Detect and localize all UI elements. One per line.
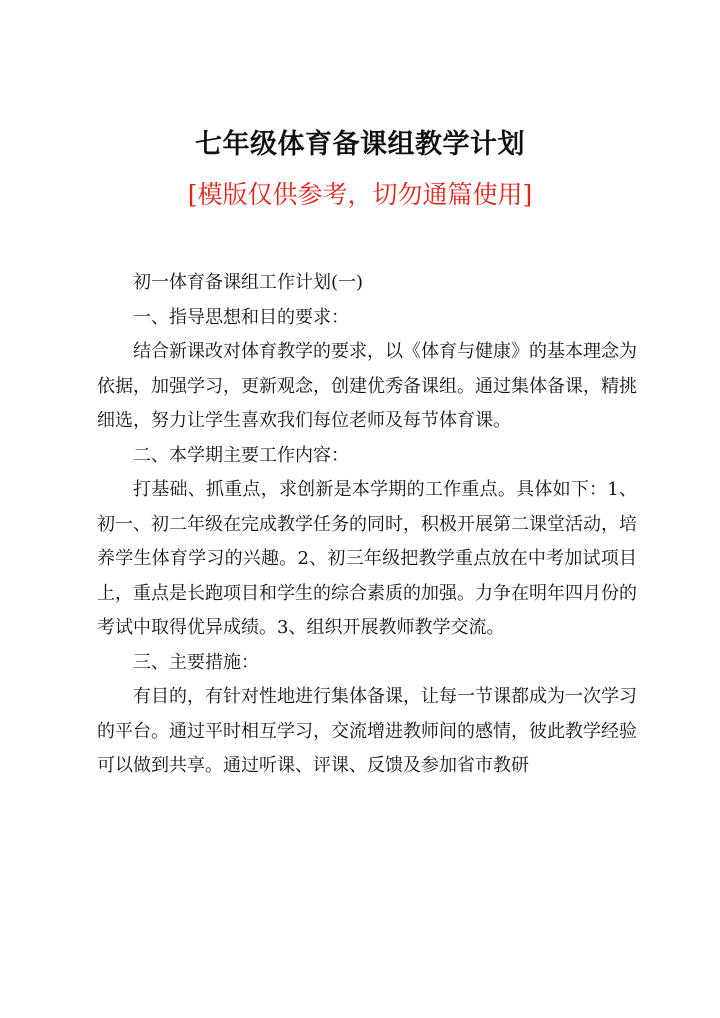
document-body [97, 266, 637, 784]
paragraph-guiding-ideas: 结合新课改对体育教学的要求，以《体育与健康》的基本理念为依据，加强学习，更新观念，创建优秀备课组。通过集体备课，精挑细选，努力让学生喜欢我们每位老师及每节体育课。 [97, 341, 637, 431]
document-title: 七年级体育备课组教学计划 [195, 129, 525, 160]
section-heading-guiding-ideas: 一、指导思想和目的要求： [133, 306, 349, 328]
template-notice: [模版仅供参考，切勿通篇使用] [187, 180, 533, 209]
paragraph-measures: 有目的，有针对性地进行集体备课，让每一节课都成为一次学习的平台。通过平时相互学习，交流增进教师间的感情，彼此教学经验可以做到共享。通过听课、评课、反馈及参加省市教研 [97, 686, 637, 776]
section-heading-main-work: 二、本学期主要工作内容： [133, 444, 349, 466]
paragraph-main-work: 打基础、抓重点，求创新是本学期的工作重点。具体如下：1、初一、初二年级在完成教学任务的同时，积极开展第二课堂活动，培养学生体育学习的兴趣。2、初三年级把教学重点放在中考加试项目上，重点是长跑项目和学生的综合素质的加强。力争在明年四月份的考试中取得优异成绩。3、组织开展教师教学交流。 [97, 479, 637, 638]
plan-heading: 初一体育备课组工作计划(一) [133, 272, 364, 293]
section-heading-measures: 三、主要措施： [133, 651, 259, 673]
